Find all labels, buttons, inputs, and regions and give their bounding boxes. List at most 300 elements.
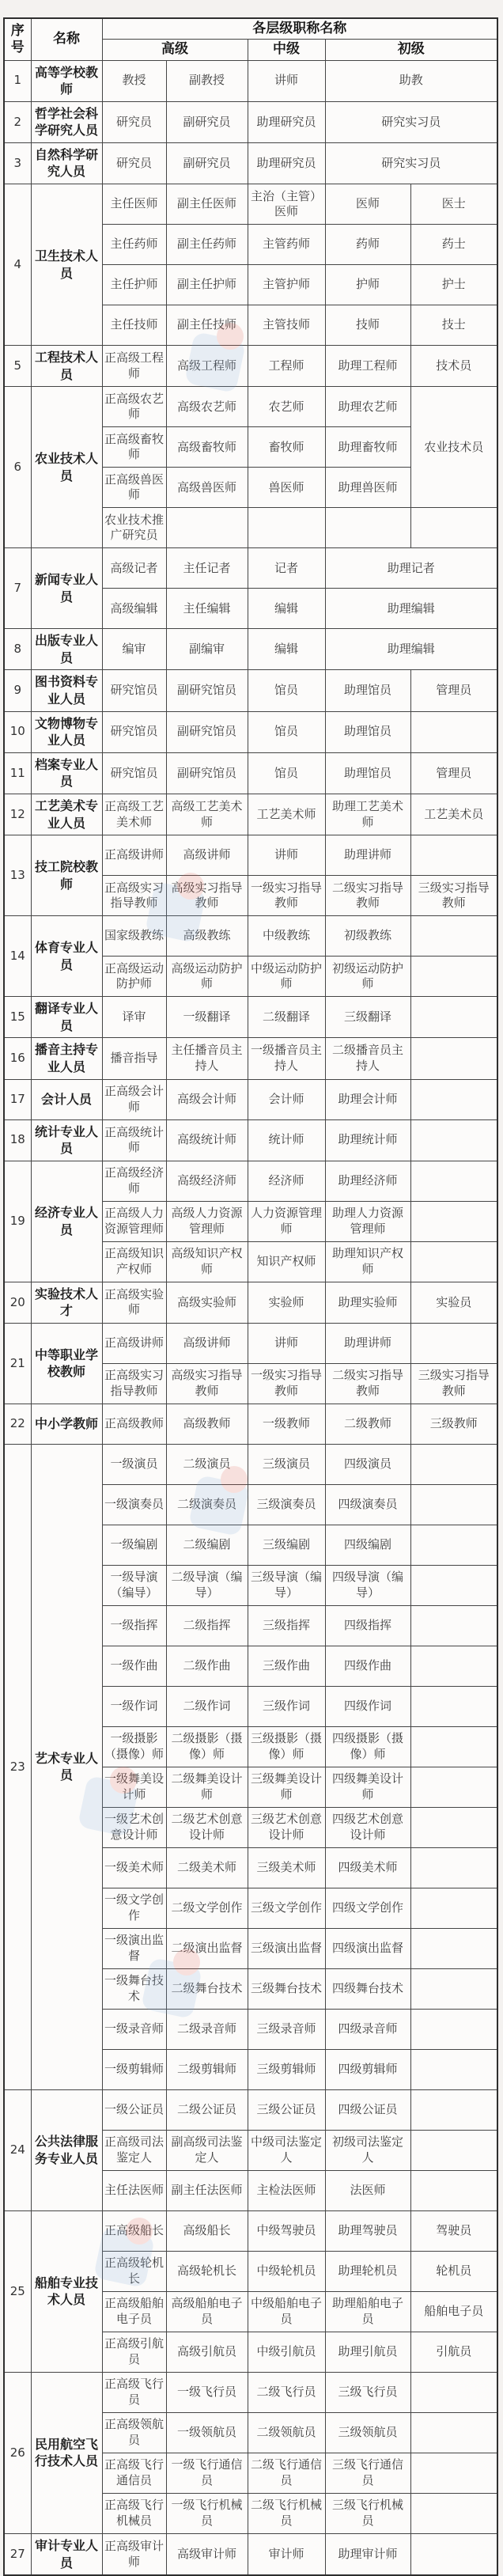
title-cell: 四级演出监督	[325, 1928, 410, 1968]
title-cell: 助理引航员	[325, 2332, 410, 2372]
table-row	[4, 2533, 497, 2575]
title-cell: 讲师	[248, 60, 325, 101]
table-row	[4, 1444, 497, 1484]
serial-cell: 10	[4, 711, 31, 752]
title-cell: 高级教师	[166, 1404, 248, 1444]
empty-cell	[410, 2049, 497, 2089]
title-cell: 助理讲师	[325, 1323, 410, 1363]
serial-cell: 27	[4, 2533, 31, 2575]
category-name-cell: 新闻专业人员	[31, 548, 102, 629]
category-name-cell: 中小学教师	[31, 1404, 102, 1444]
title-cell: 二级舞美设计师	[166, 1767, 248, 1807]
title-cell: 正高级飞行员	[102, 2372, 166, 2412]
table-row	[4, 1323, 497, 1363]
header-levels: 各层级职称名称	[102, 18, 497, 40]
title-cell: 一级作词	[102, 1686, 166, 1726]
title-cell: 一级教师	[248, 1404, 325, 1444]
title-cell: 三级编剧	[248, 1525, 325, 1565]
title-cell: 副研究馆员	[166, 670, 248, 711]
category-name-cell: 工艺美术专业人员	[31, 794, 102, 835]
title-cell: 三级翻译	[325, 997, 410, 1038]
serial-cell: 18	[4, 1119, 31, 1161]
title-cell: 主任播音员主持人	[166, 1038, 248, 1079]
title-cell: 二级作曲	[166, 1646, 248, 1686]
header-senior: 高级	[102, 40, 248, 60]
title-cell: 研究馆员	[102, 711, 166, 752]
empty-cell	[410, 1525, 497, 1565]
title-cell: 统计师	[248, 1119, 325, 1161]
serial-cell: 12	[4, 794, 31, 835]
title-cell: 高级工艺美术师	[166, 794, 248, 835]
title-cell: 研究实习员	[325, 101, 497, 142]
table-row	[4, 752, 497, 794]
serial-cell: 23	[4, 1444, 31, 2089]
empty-cell	[410, 1161, 497, 1201]
title-cell: 引航员	[410, 2332, 497, 2372]
title-cell: 高级审计师	[166, 2533, 248, 2575]
category-name-cell: 档案专业人员	[31, 752, 102, 794]
category-name-cell: 卫生技术人员	[31, 184, 102, 346]
title-cell: 馆员	[248, 752, 325, 794]
table-row	[4, 60, 497, 101]
table-header	[4, 18, 497, 60]
title-cell: 人力资源管理师	[248, 1201, 325, 1241]
title-cell: 正高级经济师	[102, 1161, 166, 1201]
title-cell: 二级实习指导教师	[325, 876, 410, 916]
header-row-1	[4, 18, 497, 40]
title-cell: 一级演员	[102, 1444, 166, 1484]
title-cell: 主治（主管）医师	[248, 184, 325, 225]
title-cell: 一级美术师	[102, 1847, 166, 1888]
title-cell: 译审	[102, 997, 166, 1038]
title-cell: 副主任药师	[166, 225, 248, 265]
title-cell: 讲师	[248, 1323, 325, 1363]
title-cell: 工艺美术员	[410, 794, 497, 835]
table-row	[4, 1282, 497, 1323]
title-cell: 船舶电子员	[410, 2291, 497, 2332]
title-cell: 主任护师	[102, 265, 166, 305]
category-name-cell: 中等职业学校教师	[31, 1323, 102, 1404]
title-cell: 三级文学创作	[248, 1888, 325, 1928]
title-cell: 二级导演（编导）	[166, 1565, 248, 1605]
table-row	[4, 387, 497, 427]
empty-cell	[410, 1686, 497, 1726]
title-cell: 一级编剧	[102, 1525, 166, 1565]
title-cell: 一级导演（编导）	[102, 1565, 166, 1605]
category-name-cell: 技工院校教师	[31, 835, 102, 916]
table-row	[4, 1038, 497, 1079]
title-cell: 副教授	[166, 60, 248, 101]
empty-cell	[410, 1484, 497, 1525]
category-name-cell: 民用航空飞行技术人员	[31, 2372, 102, 2533]
title-cell: 助理工艺美术师	[325, 794, 410, 835]
serial-cell: 3	[4, 142, 31, 184]
title-cell: 一级飞行机械员	[166, 2493, 248, 2533]
table-row	[4, 670, 497, 711]
title-cell: 工程师	[248, 346, 325, 387]
title-cell: 正高级讲师	[102, 1323, 166, 1363]
table-row	[4, 1119, 497, 1161]
title-cell: 副研究馆员	[166, 752, 248, 794]
title-cell: 高级畜牧师	[166, 427, 248, 468]
title-cell: 技师	[325, 305, 410, 346]
title-cell: 三级录音师	[248, 2009, 325, 2049]
title-cell: 研究馆员	[102, 670, 166, 711]
table-row	[4, 2089, 497, 2130]
title-cell: 助理讲师	[325, 835, 410, 876]
title-cell: 正高级畜牧师	[102, 427, 166, 468]
title-cell: 三级演奏员	[248, 1484, 325, 1525]
empty-cell	[410, 997, 497, 1038]
table-row	[4, 997, 497, 1038]
title-cell: 四级摄影（摄像）师	[325, 1726, 410, 1767]
title-cell: 知识产权师	[248, 1241, 325, 1282]
title-cell: 工艺美术师	[248, 794, 325, 835]
title-cell: 中级轮机员	[248, 2251, 325, 2291]
title-cell: 四级指挥	[325, 1605, 410, 1646]
table-row	[4, 711, 497, 752]
title-cell: 编辑	[248, 589, 325, 629]
title-cell: 主任法医师	[102, 2170, 166, 2210]
title-cell: 二级教师	[325, 1404, 410, 1444]
title-cell: 正高级工艺美术师	[102, 794, 166, 835]
empty-cell	[410, 2533, 497, 2575]
empty-cell	[410, 2372, 497, 2412]
title-cell: 研究员	[102, 142, 166, 184]
serial-cell: 15	[4, 997, 31, 1038]
empty-cell	[410, 2089, 497, 2130]
empty-cell	[410, 2493, 497, 2533]
title-cell: 高级船舶电子员	[166, 2291, 248, 2332]
title-cell: 实验员	[410, 1282, 497, 1323]
title-cell: 一级剪辑师	[102, 2049, 166, 2089]
title-cell: 助理工程师	[325, 346, 410, 387]
title-cell: 助教	[325, 60, 497, 101]
title-cell: 研究馆员	[102, 752, 166, 794]
title-cell: 药士	[410, 225, 497, 265]
empty-cell	[410, 1847, 497, 1888]
title-cell: 农艺师	[248, 387, 325, 427]
title-cell: 编辑	[248, 629, 325, 670]
title-cell: 馆员	[248, 670, 325, 711]
title-cell: 正高级领航员	[102, 2412, 166, 2453]
title-cell: 二级播音员主持人	[325, 1038, 410, 1079]
title-cell: 副主任医师	[166, 184, 248, 225]
title-cell: 三级舞台技术	[248, 1968, 325, 2009]
empty-cell	[410, 1201, 497, 1241]
title-cell: 二级摄影（摄像）师	[166, 1726, 248, 1767]
title-cell: 二级飞行员	[248, 2372, 325, 2412]
title-cell: 三级实习指导教师	[410, 876, 497, 916]
table-row	[4, 1404, 497, 1444]
title-cell: 二级指挥	[166, 1605, 248, 1646]
serial-cell: 1	[4, 60, 31, 101]
category-name-cell: 自然科学研究人员	[31, 142, 102, 184]
category-name-cell: 审计专业人员	[31, 2533, 102, 2575]
title-cell: 主任医师	[102, 184, 166, 225]
title-cell: 二级飞行机械员	[248, 2493, 325, 2533]
title-cell: 中级运动防护师	[248, 957, 325, 997]
title-cell: 中级驾驶员	[248, 2210, 325, 2251]
title-cell: 经济师	[248, 1161, 325, 1201]
title-cell: 主管技师	[248, 305, 325, 346]
serial-cell: 14	[4, 916, 31, 997]
title-cell: 高级兽医师	[166, 468, 248, 508]
title-cell: 主管药师	[248, 225, 325, 265]
title-cell: 一级艺术创意设计师	[102, 1807, 166, 1847]
title-cell: 三级作词	[248, 1686, 325, 1726]
title-cell: 一级飞行员	[166, 2372, 248, 2412]
title-cell: 初级运动防护师	[325, 957, 410, 997]
serial-cell: 6	[4, 387, 31, 548]
title-cell: 正高级人力资源管理师	[102, 1201, 166, 1241]
title-cell: 正高级会计师	[102, 1079, 166, 1119]
category-name-cell: 经济专业人员	[31, 1161, 102, 1282]
category-name-cell: 出版专业人员	[31, 629, 102, 670]
table-row	[4, 1079, 497, 1119]
title-cell: 副高级司法鉴定人	[166, 2130, 248, 2170]
title-cell: 二级美术师	[166, 1847, 248, 1888]
title-cell: 正高级讲师	[102, 835, 166, 876]
category-name-cell: 高等学校教师	[31, 60, 102, 101]
category-name-cell: 会计人员	[31, 1079, 102, 1119]
serial-cell: 16	[4, 1038, 31, 1079]
title-cell: 中级船舶电子员	[248, 2291, 325, 2332]
table-row	[4, 916, 497, 957]
category-name-cell: 工程技术人员	[31, 346, 102, 387]
table-row	[4, 1161, 497, 1201]
title-cell: 三级实习指导教师	[410, 1363, 497, 1404]
title-levels-table	[3, 17, 498, 2576]
title-cell: 助理审计师	[325, 2533, 410, 2575]
empty-cell	[410, 2412, 497, 2453]
title-cell: 医士	[410, 184, 497, 225]
empty-cell	[410, 1241, 497, 1282]
title-cell: 三级舞美设计师	[248, 1767, 325, 1807]
title-cell: 一级实习指导教师	[248, 1363, 325, 1404]
title-cell: 农业技术员	[410, 387, 497, 508]
title-cell: 二级录音师	[166, 2009, 248, 2049]
title-cell: 三级美术师	[248, 1847, 325, 1888]
empty-cell	[410, 2130, 497, 2170]
header-junior: 初级	[325, 40, 497, 60]
title-cell: 四级演奏员	[325, 1484, 410, 1525]
empty-cell	[410, 508, 497, 548]
title-cell: 助理农艺师	[325, 387, 410, 427]
title-cell: 助理实验师	[325, 1282, 410, 1323]
title-cell: 一级指挥	[102, 1605, 166, 1646]
serial-cell: 24	[4, 2089, 31, 2210]
serial-cell: 13	[4, 835, 31, 916]
title-cell: 二级演出监督	[166, 1928, 248, 1968]
header-intermediate: 中级	[248, 40, 325, 60]
title-cell: 一级播音员主持人	[248, 1038, 325, 1079]
title-cell: 一级实习指导教师	[248, 876, 325, 916]
title-cell: 实验师	[248, 1282, 325, 1323]
title-cell: 高级教练	[166, 916, 248, 957]
title-cell: 一级公证员	[102, 2089, 166, 2130]
title-cell: 四级剪辑师	[325, 2049, 410, 2089]
title-cell: 医师	[325, 184, 410, 225]
title-cell: 三级摄影（摄像）师	[248, 1726, 325, 1767]
empty-cell	[248, 508, 325, 548]
title-cell: 二级编剧	[166, 1525, 248, 1565]
serial-cell: 5	[4, 346, 31, 387]
serial-cell: 9	[4, 670, 31, 711]
title-cell: 助理研究员	[248, 101, 325, 142]
title-cell: 二级艺术创意设计师	[166, 1807, 248, 1847]
title-cell: 二级文学创作	[166, 1888, 248, 1928]
title-cell: 正高级船舶电子员	[102, 2291, 166, 2332]
title-cell: 正高级实习指导教师	[102, 876, 166, 916]
title-cell: 正高级飞行机械员	[102, 2493, 166, 2533]
title-cell: 一级舞美设计师	[102, 1767, 166, 1807]
title-cell: 高级实习指导教师	[166, 1363, 248, 1404]
title-cell: 正高级飞行通信员	[102, 2453, 166, 2493]
title-cell: 高级讲师	[166, 1323, 248, 1363]
title-cell: 管理员	[410, 670, 497, 711]
category-name-cell: 农业技术人员	[31, 387, 102, 548]
empty-cell	[410, 1119, 497, 1161]
table-body	[4, 60, 497, 2575]
title-cell: 助理知识产权师	[325, 1241, 410, 1282]
title-cell: 一级文学创作	[102, 1888, 166, 1928]
title-cell: 高级运动防护师	[166, 957, 248, 997]
serial-cell: 26	[4, 2372, 31, 2533]
title-cell: 助理统计师	[325, 1119, 410, 1161]
title-cell: 高级人力资源管理师	[166, 1201, 248, 1241]
title-cell: 四级录音师	[325, 2009, 410, 2049]
serial-cell: 25	[4, 2210, 31, 2372]
title-cell: 助理兽医师	[325, 468, 410, 508]
title-cell: 三级导演（编导）	[248, 1565, 325, 1605]
title-cell: 正高级知识产权师	[102, 1241, 166, 1282]
table-row	[4, 548, 497, 589]
title-cell: 正高级统计师	[102, 1119, 166, 1161]
title-cell: 正高级教师	[102, 1404, 166, 1444]
serial-cell: 22	[4, 1404, 31, 1444]
title-cell: 三级领航员	[325, 2412, 410, 2453]
title-cell: 四级作词	[325, 1686, 410, 1726]
title-cell: 播音指导	[102, 1038, 166, 1079]
title-cell: 二级公证员	[166, 2089, 248, 2130]
title-cell: 正高级引航员	[102, 2332, 166, 2372]
title-cell: 二级实习指导教师	[325, 1363, 410, 1404]
title-cell: 一级飞行通信员	[166, 2453, 248, 2493]
empty-cell	[410, 1565, 497, 1605]
title-cell: 研究实习员	[325, 142, 497, 184]
title-cell: 护师	[325, 265, 410, 305]
empty-cell	[410, 1888, 497, 1928]
category-name-cell: 文物博物专业人员	[31, 711, 102, 752]
title-cell: 会计师	[248, 1079, 325, 1119]
title-cell: 正高级运动防护师	[102, 957, 166, 997]
title-cell: 一级摄影（摄像）师	[102, 1726, 166, 1767]
title-cell: 高级农艺师	[166, 387, 248, 427]
title-cell: 副研究员	[166, 101, 248, 142]
title-cell: 四级美术师	[325, 1847, 410, 1888]
title-cell: 四级演员	[325, 1444, 410, 1484]
title-cell: 二级演奏员	[166, 1484, 248, 1525]
title-cell: 管理员	[410, 752, 497, 794]
empty-cell	[410, 1079, 497, 1119]
title-cell: 助理船舶电子员	[325, 2291, 410, 2332]
table-row	[4, 101, 497, 142]
table-row	[4, 346, 497, 387]
title-cell: 高级工程师	[166, 346, 248, 387]
empty-cell	[325, 508, 410, 548]
table-row	[4, 142, 497, 184]
title-cell: 正高级司法鉴定人	[102, 2130, 166, 2170]
title-cell: 馆员	[248, 711, 325, 752]
title-cell: 助理编辑	[325, 589, 497, 629]
title-cell: 高级实验师	[166, 1282, 248, 1323]
title-cell: 二级飞行通信员	[248, 2453, 325, 2493]
title-cell: 正高级工程师	[102, 346, 166, 387]
title-cell: 主检法医师	[248, 2170, 325, 2210]
title-cell: 主管护师	[248, 265, 325, 305]
title-cell: 高级船长	[166, 2210, 248, 2251]
serial-cell: 11	[4, 752, 31, 794]
title-cell: 护士	[410, 265, 497, 305]
title-cell: 技士	[410, 305, 497, 346]
empty-cell	[410, 1928, 497, 1968]
serial-cell: 4	[4, 184, 31, 346]
serial-cell: 7	[4, 548, 31, 629]
title-cell: 三级演出监督	[248, 1928, 325, 1968]
title-cell: 三级指挥	[248, 1605, 325, 1646]
empty-cell	[166, 508, 248, 548]
title-cell: 正高级轮机长	[102, 2251, 166, 2291]
title-cell: 助理会计师	[325, 1079, 410, 1119]
title-cell: 编审	[102, 629, 166, 670]
title-cell: 一级演奏员	[102, 1484, 166, 1525]
title-cell: 四级艺术创意设计师	[325, 1807, 410, 1847]
table-row	[4, 184, 497, 225]
title-cell: 初级司法鉴定人	[325, 2130, 410, 2170]
category-name-cell: 翻译专业人员	[31, 997, 102, 1038]
title-cell: 二级领航员	[248, 2412, 325, 2453]
title-cell: 法医师	[325, 2170, 410, 2210]
category-name-cell: 哲学社会科学研究人员	[31, 101, 102, 142]
title-cell: 国家级教练	[102, 916, 166, 957]
category-name-cell: 统计专业人员	[31, 1119, 102, 1161]
category-name-cell: 实验技术人才	[31, 1282, 102, 1323]
title-cell: 驾驶员	[410, 2210, 497, 2251]
title-cell: 二级演员	[166, 1444, 248, 1484]
empty-cell	[410, 1646, 497, 1686]
title-cell: 三级教师	[410, 1404, 497, 1444]
title-cell: 三级剪辑师	[248, 2049, 325, 2089]
title-cell: 助理经济师	[325, 1161, 410, 1201]
title-cell: 农业技术推广研究员	[102, 508, 166, 548]
title-cell: 研究员	[102, 101, 166, 142]
title-cell: 中级引航员	[248, 2332, 325, 2372]
title-cell: 四级作曲	[325, 1646, 410, 1686]
empty-cell	[410, 916, 497, 957]
title-cell: 高级会计师	[166, 1079, 248, 1119]
title-cell: 副主任护师	[166, 265, 248, 305]
title-cell: 主任药师	[102, 225, 166, 265]
empty-cell	[410, 1444, 497, 1484]
title-cell: 助理人力资源管理师	[325, 1201, 410, 1241]
title-cell: 三级飞行员	[325, 2372, 410, 2412]
title-cell: 副编审	[166, 629, 248, 670]
title-cell: 兽医师	[248, 468, 325, 508]
title-cell: 正高级农艺师	[102, 387, 166, 427]
title-cell: 二级剪辑师	[166, 2049, 248, 2089]
title-cell: 记者	[248, 548, 325, 589]
